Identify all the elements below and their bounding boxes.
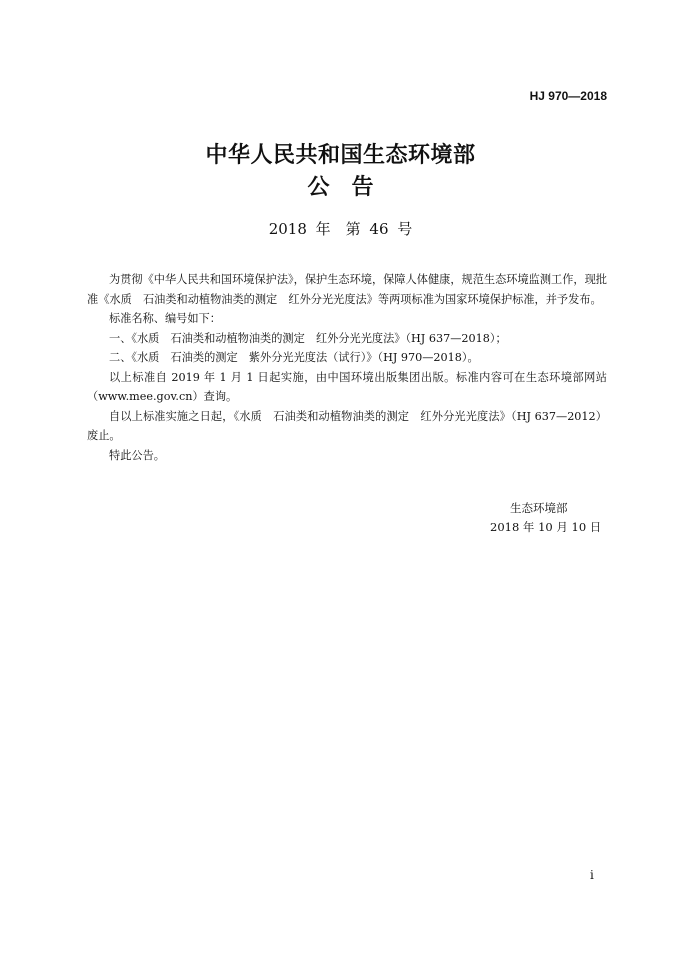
paragraph-purpose: 为贯彻《中华人民共和国环境保护法》，保护生态环境，保障人体健康，规范生态环境监测工作，现批准《水质 石油类和动植物油类的测定 红外分光光度法》等两项标准为国家环境保护标准，并予发布。 [87,273,607,306]
paragraph-abolition: 自以上标准实施之日起，《水质 石油类和动植物油类的测定 红外分光光度法》（HJ 637—2012）废止。 [87,409,607,442]
paragraph-closing: 特此公告。 [109,448,165,462]
notice-title: 公 告 [307,175,374,200]
page-number: i [590,868,594,882]
standard-code: HJ 970—2018 [529,89,607,103]
paragraph-effective-date: 以上标准自 2019 年 1 月 1 日起实施，由中国环境出版集团出版。标准内容可在生态环境部网站（www.mee.gov.cn）查询。 [87,370,607,403]
paragraph-standards-intro: 标准名称、编号如下： [109,312,221,325]
issuer-name: 生态环境部 [510,501,568,515]
paragraph-standard-1: 一、《水质 石油类和动植物油类的测定 红外分光光度法》（HJ 637—2018）； [109,331,507,345]
paragraph-standard-2: 二、《水质 石油类的测定 紫外分光光度法（试行）》（HJ 970—2018）。 [109,351,479,364]
notice-body [87,270,607,465]
issue-date: 2018 年 10 月 10 日 [490,520,602,534]
ministry-title: 中华人民共和国生态环境部 [205,143,476,168]
notice-number: 2018 年 第 46 号 [268,220,413,238]
